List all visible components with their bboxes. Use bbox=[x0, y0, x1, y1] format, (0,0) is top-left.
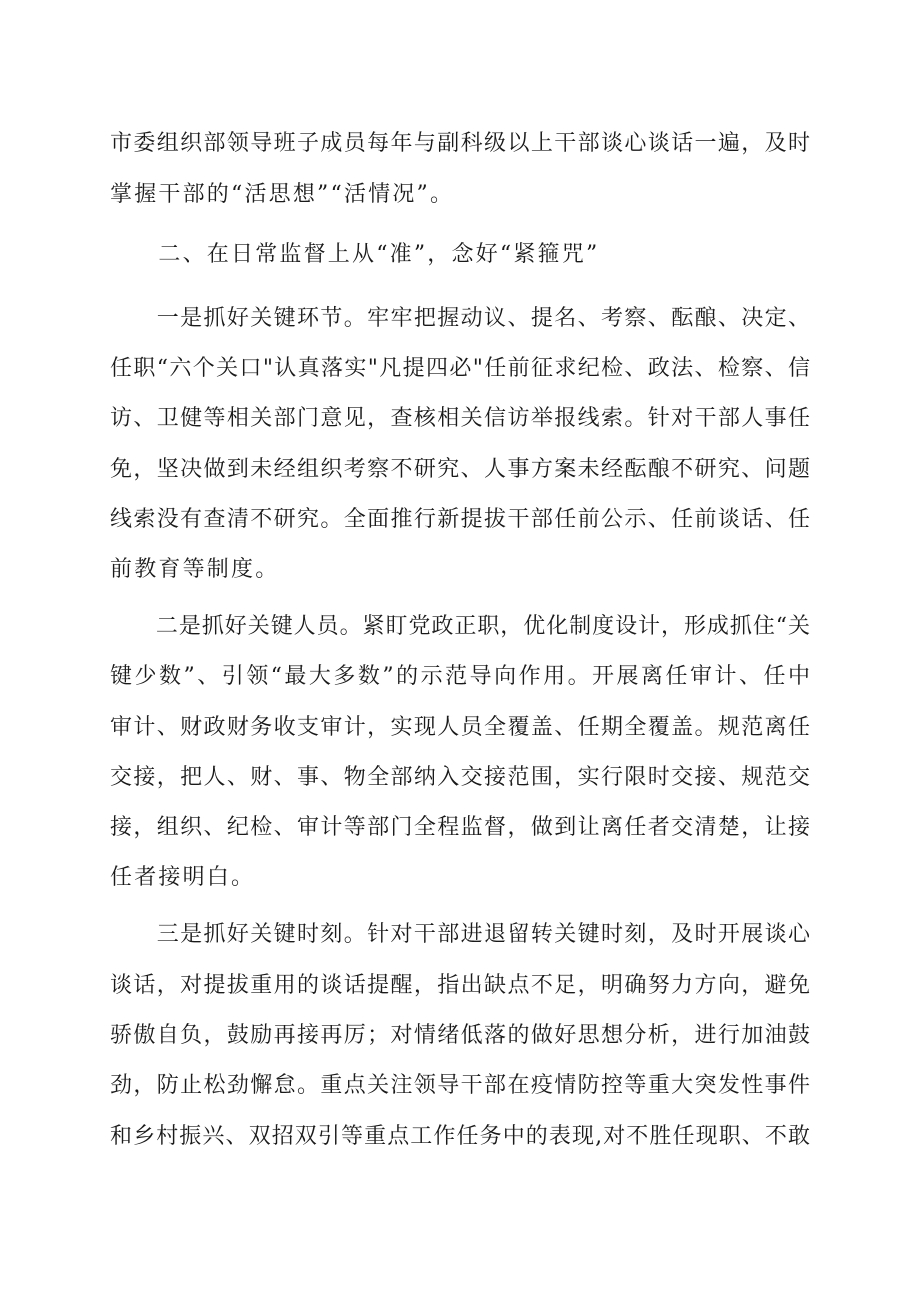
text-line: 劲，防止松劲懈怠。重点关注领导干部在疫情防控等重大突发性事件 bbox=[110, 1073, 810, 1098]
text-line: 二是抓好关键人员。紧盯党政正职，优化制度设计，形成抓住“关 bbox=[110, 614, 810, 639]
text-line: 一是抓好关键环节。牢牢把握动议、提名、考察、酝酿、决定、 bbox=[110, 306, 810, 331]
text-line: 访、卫健等相关部门意见，查核相关信访举报线索。针对干部人事任 bbox=[110, 406, 810, 431]
text-line: 审计、财政财务收支审计，实现人员全覆盖、任期全覆盖。规范离任 bbox=[110, 715, 810, 740]
text-line: 任职“六个关口"认真落实"凡提四必"任前征求纪检、政法、检察、信 bbox=[110, 356, 810, 381]
text-line: 三是抓好关键时刻。针对干部进退留转关键时刻，及时开展谈心 bbox=[110, 922, 810, 947]
text-line: 市委组织部领导班子成员每年与副科级以上干部谈心谈话一遍，及时 bbox=[110, 131, 810, 156]
text-line: 任者接明白。 bbox=[110, 865, 256, 890]
text-line: 和乡村振兴、双招双引等重点工作任务中的表现,对不胜任现职、不敢 bbox=[110, 1124, 810, 1149]
text-line: 谈话，对提拔重用的谈话提醒，指出缺点不足，明确努力方向，避免 bbox=[110, 973, 810, 998]
text-line: 键少数”、引领“最大多数”的示范导向作用。开展离任审计、任中 bbox=[110, 664, 810, 689]
text-line: 骄傲自负，鼓励再接再厉；对情绪低落的做好思想分析，进行加油鼓 bbox=[110, 1023, 810, 1048]
text-line: 交接，把人、财、事、物全部纳入交接范围，实行限时交接、规范交 bbox=[110, 765, 810, 790]
text-line: 前教育等制度。 bbox=[110, 557, 280, 582]
section-heading: 二、在日常监督上从“准”，念好“紧箍咒” bbox=[110, 242, 600, 267]
text-line: 接，组织、纪检、审计等部门全程监督，做到让离任者交清楚，让接 bbox=[110, 815, 810, 840]
text-line: 免，坚决做到未经组织考察不研究、人事方案未经酝酿不研究、问题 bbox=[110, 457, 810, 482]
text-line: 掌握干部的“活思想”“活情况”。 bbox=[110, 182, 455, 207]
text-line: 线索没有查清不研究。全面推行新提拔干部任前公示、任前谈话、任 bbox=[110, 507, 810, 532]
